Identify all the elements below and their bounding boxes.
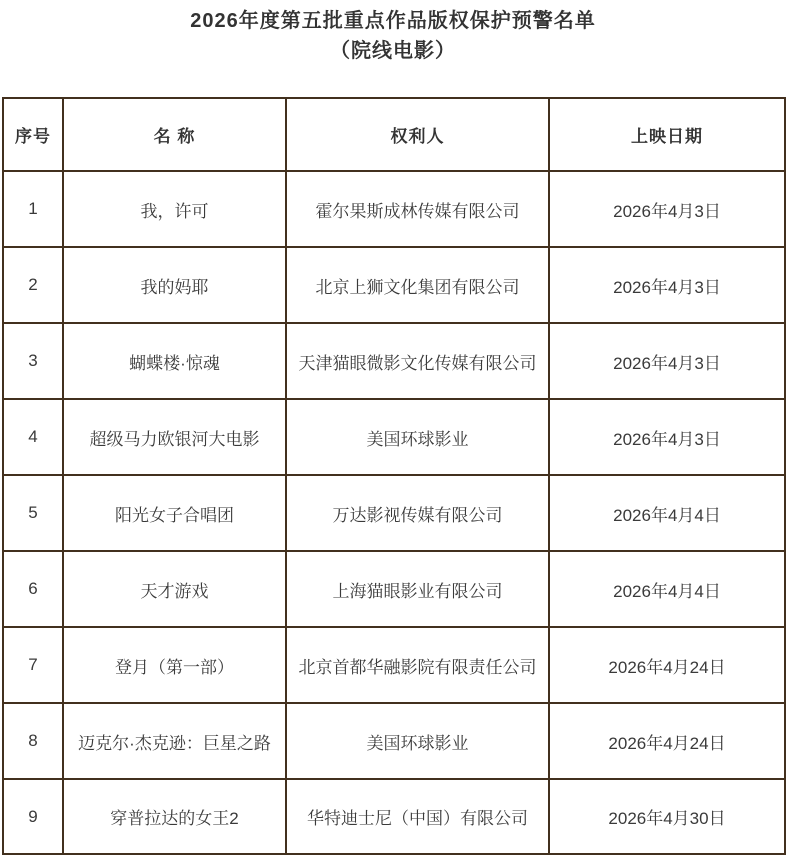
cell-rights-holder: 万达影视传媒有限公司 — [286, 475, 549, 551]
cell-release-date: 2026年4月24日 — [549, 627, 785, 703]
table-row — [3, 171, 785, 247]
cell-movie-name: 登月（第一部） — [63, 627, 286, 703]
cell-movie-name: 超级马力欧银河大电影 — [63, 399, 286, 475]
document-title: 2026年度第五批重点作品版权保护预警名单 — [190, 10, 596, 32]
cell-release-date: 2026年4月24日 — [549, 703, 785, 779]
cell-rights-holder: 美国环球影业 — [286, 399, 549, 475]
cell-release-date: 2026年4月3日 — [549, 171, 785, 247]
cell-release-date: 2026年4月3日 — [549, 323, 785, 399]
cell-rights-holder: 北京上狮文化集团有限公司 — [286, 247, 549, 323]
cell-index: 3 — [3, 323, 63, 399]
cell-index: 1 — [3, 171, 63, 247]
table-row — [3, 703, 785, 779]
cell-rights-holder: 霍尔果斯成林传媒有限公司 — [286, 171, 549, 247]
cell-movie-name: 穿普拉达的女王2 — [63, 779, 286, 854]
table-row — [3, 627, 785, 703]
cell-movie-name: 蝴蝶楼·惊魂 — [63, 323, 286, 399]
document-subtitle: （院线电影） — [330, 40, 456, 62]
cell-movie-name: 天才游戏 — [63, 551, 286, 627]
cell-release-date: 2026年4月3日 — [549, 247, 785, 323]
cell-index: 8 — [3, 703, 63, 779]
cell-index: 7 — [3, 627, 63, 703]
table-row — [3, 551, 785, 627]
cell-release-date: 2026年4月30日 — [549, 779, 785, 854]
copyright-warning-table — [2, 97, 786, 855]
table-row — [3, 399, 785, 475]
table-row — [3, 323, 785, 399]
cell-release-date: 2026年4月4日 — [549, 475, 785, 551]
column-header-name: 名 称 — [63, 98, 286, 171]
column-header-holder: 权利人 — [286, 98, 549, 171]
table-row — [3, 475, 785, 551]
table-row — [3, 247, 785, 323]
column-header-index: 序号 — [3, 98, 63, 171]
cell-rights-holder: 北京首都华融影院有限责任公司 — [286, 627, 549, 703]
title-block — [0, 0, 786, 97]
cell-movie-name: 阳光女子合唱团 — [63, 475, 286, 551]
cell-index: 6 — [3, 551, 63, 627]
cell-movie-name: 我，许可 — [63, 171, 286, 247]
cell-rights-holder: 上海猫眼影业有限公司 — [286, 551, 549, 627]
table-header-row — [3, 98, 785, 171]
table-row — [3, 779, 785, 854]
cell-rights-holder: 华特迪士尼（中国）有限公司 — [286, 779, 549, 854]
cell-release-date: 2026年4月3日 — [549, 399, 785, 475]
cell-movie-name: 我的妈耶 — [63, 247, 286, 323]
cell-index: 9 — [3, 779, 63, 854]
cell-rights-holder: 美国环球影业 — [286, 703, 549, 779]
cell-release-date: 2026年4月4日 — [549, 551, 785, 627]
cell-rights-holder: 天津猫眼微影文化传媒有限公司 — [286, 323, 549, 399]
cell-movie-name: 迈克尔·杰克逊：巨星之路 — [63, 703, 286, 779]
cell-index: 4 — [3, 399, 63, 475]
cell-index: 5 — [3, 475, 63, 551]
column-header-date: 上映日期 — [549, 98, 785, 171]
cell-index: 2 — [3, 247, 63, 323]
